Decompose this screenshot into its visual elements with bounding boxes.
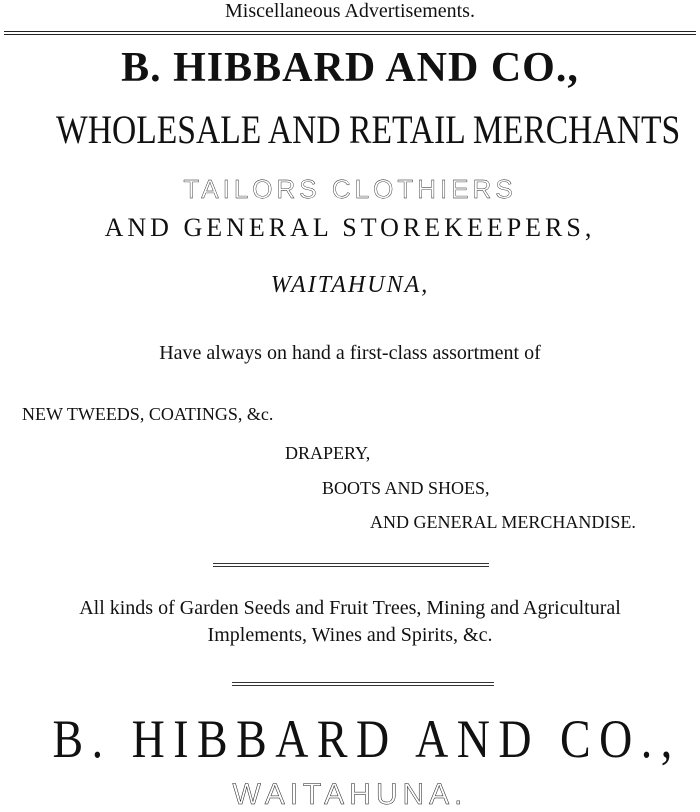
goods-item: BOOTS AND SHOES, [322,478,490,498]
divider-lower [232,682,494,686]
signature-location: WAITAHUNA. [232,778,468,811]
signature-name: B. HIBBARD AND CO., [52,709,681,769]
business-type: WHOLESALE AND RETAIL MERCHANTS [56,107,681,152]
goods-item: DRAPERY, [285,443,371,463]
extra-goods-line-2: Implements, Wines and Spirits, &c. [207,624,493,646]
location: WAITAHUNA, [270,272,430,298]
section-header: Miscellaneous Advertisements. [225,0,475,22]
advertiser-name: B. HIBBARD AND CO., [121,45,579,91]
intro-text: Have always on hand a first-class assortment of [159,342,541,364]
extra-goods-line-1: All kinds of Garden Seeds and Fruit Trees, Mining and Agricultural [79,597,621,619]
goods-item: NEW TWEEDS, COATINGS, &c. [22,404,274,424]
header-divider [4,31,696,35]
trades-line-1: TAILORS CLOTHIERS [183,174,517,204]
trades-line-2: AND GENERAL STOREKEEPERS, [104,213,596,242]
goods-item: AND GENERAL MERCHANDISE. [370,512,636,532]
divider-middle [213,563,489,567]
